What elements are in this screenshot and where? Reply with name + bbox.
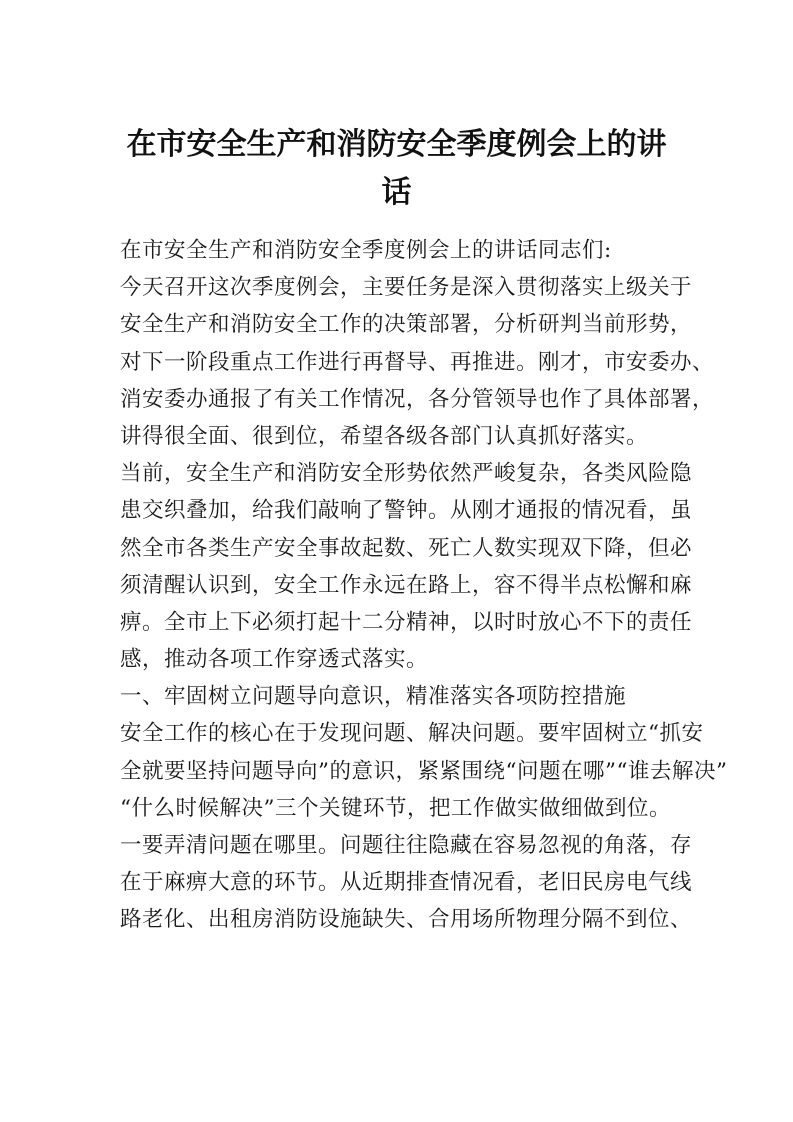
body-line: 患交织叠加，给我们敲响了警钟。从刚才通报的情况看，虽 (120, 498, 693, 524)
section-heading: 一、牢固树立问题导向意识，精准落实各项防控措施 (120, 684, 627, 710)
body-line: 消安委办通报了有关工作情况，各分管领导也作了具体部署， (120, 386, 715, 412)
body-line: 在市安全生产和消防安全季度例会上的讲话同志们: (120, 238, 612, 263)
body-line: 安全生产和消防安全工作的决策部署，分析研判当前形势， (120, 312, 693, 338)
body-line: 全就要坚持问题导向”的意识，紧紧围绕“问题在哪”“谁去解决” (120, 758, 728, 784)
body-line: 感，推动各项工作穿透式落实。 (120, 647, 429, 673)
body-line: “什么时候解决”三个关键环节，把工作做实做细做到位。 (120, 795, 671, 821)
document-body (120, 232, 728, 939)
document-title-line-1: 在市安全生产和消防安全季度例会上的讲 (126, 127, 667, 162)
body-line: 在于麻痹大意的环节。从近期排查情况看，老旧民房电气线 (120, 870, 693, 896)
body-line: 一要弄清问题在哪里。问题往往隐藏在容易忽视的角落，存 (120, 833, 693, 858)
body-line: 当前，安全生产和消防安全形势依然严峻复杂，各类风险隐 (120, 461, 693, 487)
body-line: 须清醒认识到，安全工作永远在路上，容不得半点松懈和麻 (120, 572, 693, 598)
body-line: 今天召开这次季度例会，主要任务是深入贯彻落实上级关于 (120, 275, 693, 301)
body-line: 然全市各类生产安全事故起数、死亡人数实现双下降，但必 (120, 535, 693, 561)
body-line: 对下一阶段重点工作进行再督导、再推进。刚才，市安委办、 (120, 349, 715, 375)
body-line: 安全工作的核心在于发现问题、解决问题。要牢固树立“抓安 (120, 721, 704, 747)
document-title-line-2: 话 (381, 175, 412, 210)
body-line: 讲得很全面、很到位，希望各级各部门认真抓好落实。 (120, 423, 649, 449)
body-line: 痹。全市上下必须打起十二分精神，以时时放心不下的责任 (120, 609, 693, 635)
body-line: 路老化、出租房消防设施缺失、合用场所物理分隔不到位、 (120, 907, 693, 933)
